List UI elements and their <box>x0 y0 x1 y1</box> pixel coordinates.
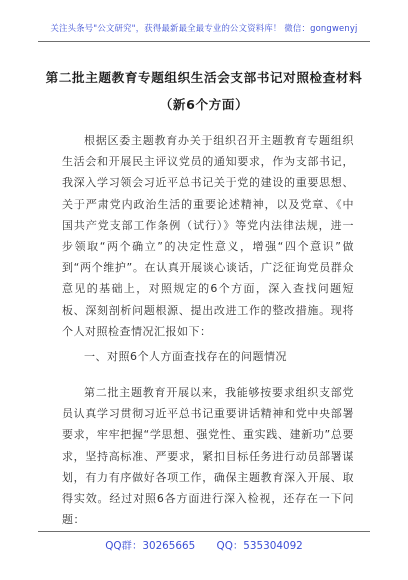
header-divider <box>38 41 370 42</box>
section-heading: 一、对照6个人方面查找存在的问题情况 <box>84 350 287 363</box>
header-notice: 关注头条号"公文研究"，获得最新最全最专业的公文资料库！ 微信：gongwenyj <box>50 23 358 33</box>
footer-qq-group: QQ群：30265665 <box>105 540 196 552</box>
document-subtitle: （新6个方面） <box>159 97 249 112</box>
footer-divider <box>38 531 370 532</box>
body-paragraph-intro: 根据区委主题教育办关于组织召开主题教育专题组织生活会和开展民主评议党员的通知要求，作为支部书记，我深入学习领会习近平总书记关于党的建设的重要思想、关于严肃党内政治生活的重要论述精神，以及党章、《中国共产党支部工作条例（试行）》等党内法律法规，进一步领取“两个确立”的决定性意义，增强“四个意识”做到“两个维护”。在认真开展谈心谈话，广泛征询党员群众意见的基础上，对照规定的6个方面，深入查找问题短板、深刻剖析问题根源、提出改进工作的整改措施。现将个人对照检查情况汇报如下： <box>62 134 354 338</box>
footer <box>0 537 408 552</box>
footer-qq-contact: QQ：535304092 <box>216 540 303 552</box>
body-paragraph-section-1: 第二批主题教育开展以来，我能够按要求组织支部党员认真学习贯彻习近平总书记重要讲话精神和党中央部署要求，牢牢把握“学思想、强党性、重实践、建新功”总要求，坚持高标准、严要求，紧扣目标任务进行动员部署谋划，有力有序做好各项工作，确保主题教育深入开展、取得实效。经过对照6各方面进行深入检视，还存在一下问题： <box>62 386 354 527</box>
document-title: 第二批主题教育专题组织生活会支部书记对照检查材料 <box>45 70 363 85</box>
